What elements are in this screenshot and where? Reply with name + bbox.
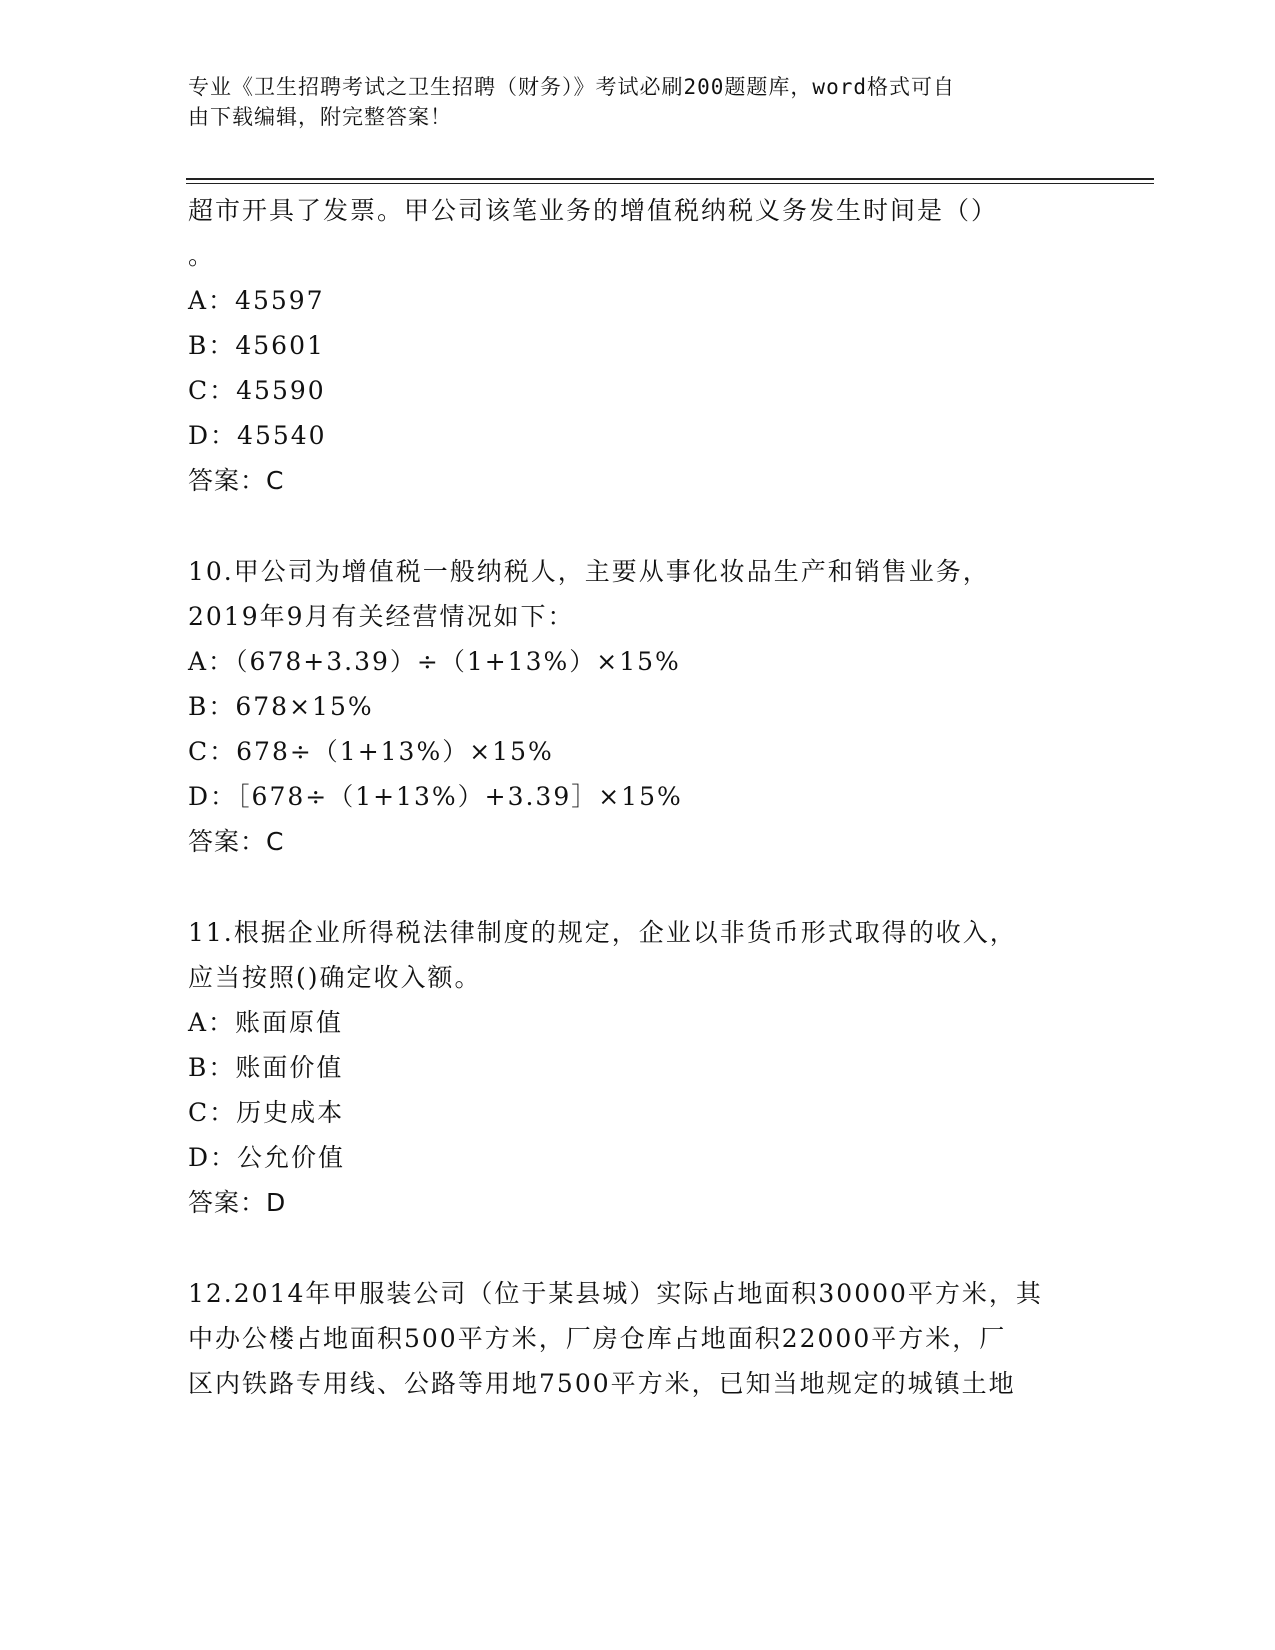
header-rule-thin [186,183,1154,184]
question-stem: 12.2014年甲服装公司（位于某县城）实际占地面积30000平方米，其 [188,1279,1043,1308]
question-stem: 11.根据企业所得税法律制度的规定，企业以非货币形式取得的收入， [188,918,1017,947]
option-a: A：45597 [188,286,325,315]
question-10 [188,549,1088,864]
question-stem: 2019年9月有关经营情况如下： [188,602,575,631]
question-11 [188,910,1088,1225]
question-stem: 应当按照()确定收入额。 [188,963,482,992]
spacer [188,864,1088,910]
option-c: C：45590 [188,376,326,405]
header-rule-thick [186,178,1154,180]
question-12 [188,1271,1088,1406]
question-stem: 10.甲公司为增值税一般纳税人，主要从事化妆品生产和销售业务， [188,557,990,586]
option-d: D：公允价值 [188,1143,346,1172]
option-b: B：45601 [188,331,325,360]
option-d: D：［678÷（1+13%）+3.39］×15% [188,782,683,811]
page-header [188,72,1088,132]
question-stem: 。 [188,241,216,270]
question-stem: 中办公楼占地面积500平方米，厂房仓库占地面积22000平方米，厂 [188,1324,1007,1353]
option-d: D：45540 [188,421,327,450]
answer: 答案：C [188,466,285,495]
spacer [188,503,1088,549]
option-a: A：账面原值 [188,1008,344,1037]
header-line-1: 专业《卫生招聘考试之卫生招聘（财务）》考试必刷200题题库，word格式可自 [188,75,955,99]
answer: 答案：C [188,827,285,856]
option-c: C：678÷（1+13%）×15% [188,737,554,766]
answer: 答案：D [188,1188,287,1217]
option-a: A：（678+3.39）÷（1+13%）×15% [188,647,681,676]
header-line-2: 由下载编辑，附完整答案！ [188,105,452,129]
option-b: B：678×15% [188,692,374,721]
option-b: B：账面价值 [188,1053,344,1082]
option-c: C：历史成本 [188,1098,345,1127]
document-body [188,188,1088,1406]
spacer [188,1225,1088,1271]
question-9 [188,188,1088,503]
question-stem: 区内铁路专用线、公路等用地7500平方米，已知当地规定的城镇土地 [188,1369,1016,1398]
question-stem: 超市开具了发票。甲公司该笔业务的增值税纳税义务发生时间是（） [188,196,999,225]
